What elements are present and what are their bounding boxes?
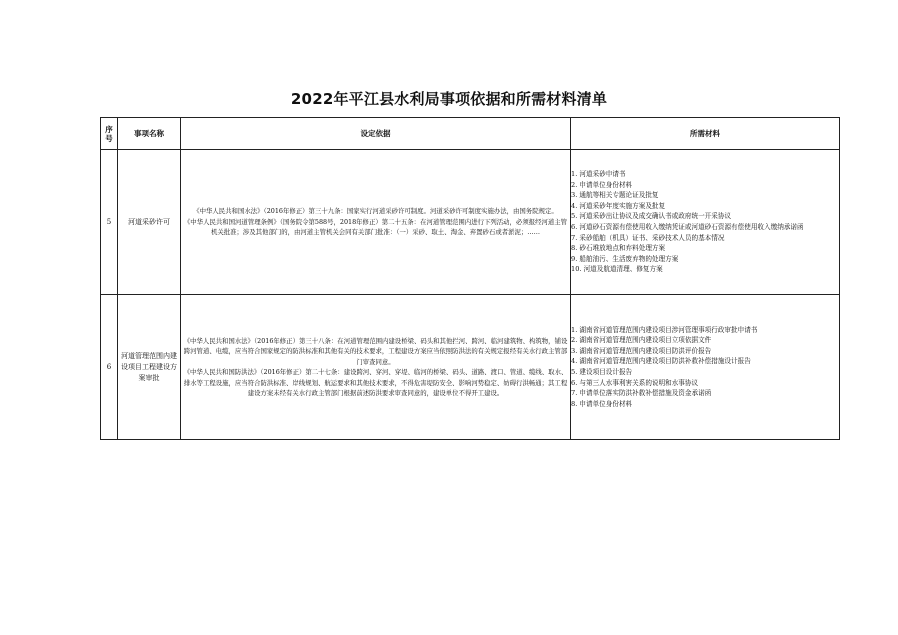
required-materials xyxy=(571,150,840,295)
legal-basis xyxy=(181,295,571,440)
page-title: 2022年平江县水利局事项依据和所需材料清单 xyxy=(290,90,608,108)
material-item: 1. 河道采砂申请书 xyxy=(571,170,626,179)
basis-paragraph: 《中华人民共和国水法》（2016年修正）第三十八条：在河道管理范围内建设桥梁、码头和其他拦河、跨河、临河建筑物、构筑物，铺设跨河管道、电缆，应当符合国家规定的防洪标准和其他有关的技术要求，工程建设方案应当依照防洪法的有关规定报经有关水行政主管部门审查同意。 xyxy=(183,336,568,366)
material-item: 5. 建设项目设计报告 xyxy=(571,368,633,376)
material-item: 6. 与第三人水事利害关系的说明和水事协议 xyxy=(571,378,699,387)
header-basis: 设定依据 xyxy=(181,118,571,150)
material-item: 2. 湖南省河道管理范围内建设项目立项依据文件 xyxy=(571,336,712,345)
material-item: 6. 河道砂石资源有偿使用收入缴纳凭证或河道砂石资源有偿使用收入缴纳承诺函 xyxy=(571,223,804,231)
material-item: 3. 湖南省河道管理范围内建设项目防洪评价报告 xyxy=(571,346,712,355)
basis-paragraph: 《中华人民共和国防洪法》（2016年修正）第二十七条：建设跨河、穿河、穿堤、临河的桥梁、码头、道路、渡口、管道、缆线、取水、排水等工程设施，应当符合防洪标准、岸线规划、航运要求和其他技术要求，不得危害堤防安全、影响河势稳定、妨碍行洪畅通；其工程建设方案未经有关水行政主管部门根据前述防洪要求审查同意的，建设单位不得开工建设。 xyxy=(183,368,568,397)
header-seq: 序 号 xyxy=(101,118,118,150)
basis-paragraph: 《中华人民共和国河道管理条例》（国务院令第588号，2018年修正）第二十五条：在河道管理范围内进行下列活动，必须报经河道主管机关批准；涉及其他部门的，由河道主管机关会同有关部门批准：（一）采砂、取土、淘金、弃置砂石或者淤泥；…… xyxy=(183,217,568,237)
material-item: 8. 申请单位身份材料 xyxy=(571,399,633,408)
material-item: 4. 河道采砂年度实施方案及批复 xyxy=(571,201,666,210)
row-number: 5 xyxy=(101,150,118,295)
material-item: 3. 通航等相关专题论证及批复 xyxy=(571,191,659,200)
item-name: 河道采砂许可 xyxy=(118,150,181,295)
material-item: 9. 船舶油污、生活废弃物的处理方案 xyxy=(571,254,679,263)
basis-paragraph: 《中华人民共和国水法》（2016年修正）第三十九条：国家实行河道采砂许可制度。河道采砂许可制度实施办法，由国务院规定。 xyxy=(193,207,558,216)
header-materials: 所需材料 xyxy=(571,118,840,150)
material-item: 7. 采砂船舶（机具）证书、采砂技术人员的基本情况 xyxy=(571,233,725,242)
material-item: 10. 河道及航道清理、修复方案 xyxy=(571,265,663,274)
row-number: 6 xyxy=(101,295,118,440)
header-name: 事项名称 xyxy=(118,118,181,150)
item-name: 河道管理范围内建设项目工程建设方案审批 xyxy=(118,295,181,440)
material-item: 7. 申请单位落实防洪补救补偿措施及资金承诺函 xyxy=(571,389,712,398)
required-materials xyxy=(571,295,840,440)
material-item: 8. 砂石堆放地点和弃料处理方案 xyxy=(571,244,666,253)
legal-basis xyxy=(181,150,571,295)
materials-table xyxy=(100,117,840,440)
material-item: 4. 湖南省河道管理范围内建设项目防洪补救补偿措施设计报告 xyxy=(571,357,751,366)
table-header-row xyxy=(101,118,840,150)
table-row xyxy=(101,295,840,440)
material-item: 2. 申请单位身份材料 xyxy=(571,180,633,189)
material-item: 5. 河道采砂出让协议及成交确认书或政府统一开采协议 xyxy=(571,212,732,221)
table-row xyxy=(101,150,840,295)
material-item: 1. 湖南省河道管理范围内建设项目涉河管理事项行政审批申请书 xyxy=(571,325,758,334)
